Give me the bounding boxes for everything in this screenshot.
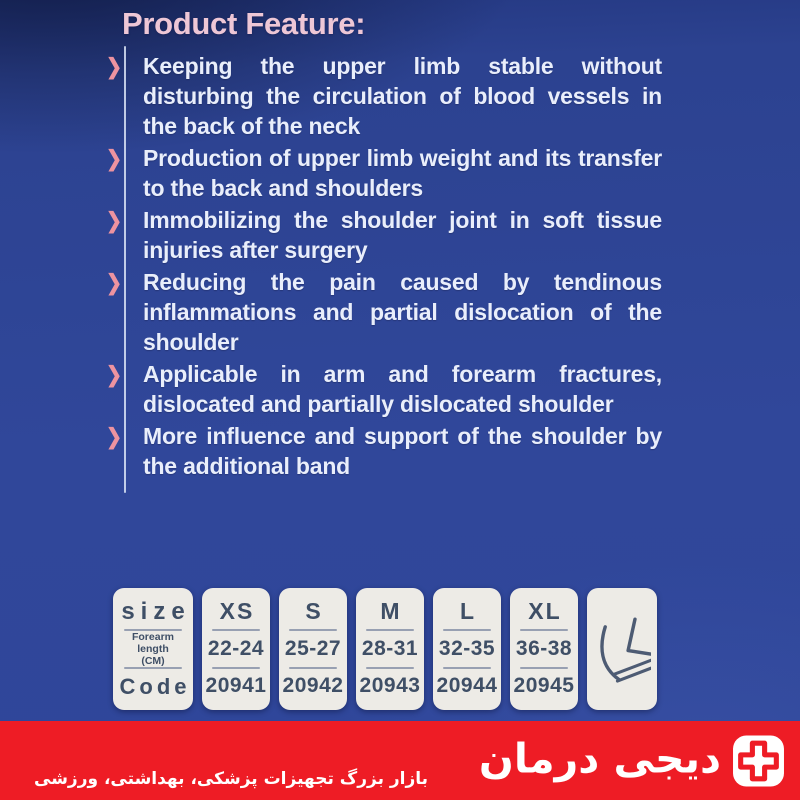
feature-text: Applicable in arm and forearm fractures, dislocated and partially dislocated shoulder: [143, 361, 662, 417]
brand-name: دیجی درمان: [478, 734, 721, 782]
size-header-label: size: [121, 597, 191, 625]
code-value: 20943: [359, 674, 421, 698]
feature-text: Keeping the upper limb stable without disturbing the circulation of blood vessels in the back of the neck: [143, 53, 662, 139]
size-value: S: [305, 598, 323, 625]
size-value: L: [459, 598, 477, 625]
feature-item: [106, 421, 662, 481]
feature-text: Production of upper limb weight and its transfer to the back and shoulders: [143, 145, 662, 201]
chevron-bullet-icon: ❯: [106, 363, 122, 388]
feature-text: Reducing the pain caused by tendinous inflammations and partial dislocation of the shoulder: [143, 269, 662, 355]
medical-plus-icon: [732, 734, 785, 787]
forearm-range-value: 28-31: [361, 636, 419, 660]
brand-logo: [479, 734, 785, 787]
arm-sling-icon: [593, 597, 651, 701]
footer-banner: [0, 721, 800, 800]
forearm-range-value: 36-38: [515, 636, 573, 660]
forearm-range-value: 22-24: [207, 636, 265, 660]
feature-text: More influence and support of the shoulder by the additional band: [143, 423, 662, 479]
feature-item: [106, 267, 662, 357]
chevron-bullet-icon: ❯: [106, 147, 122, 172]
chevron-bullet-icon: ❯: [106, 55, 122, 80]
feature-item: [106, 51, 662, 141]
size-card-m: [356, 588, 424, 710]
product-feature-heading: Product Feature:: [122, 6, 366, 41]
size-table-header-card: [113, 588, 193, 710]
forearm-length-unit: (CM): [141, 655, 165, 667]
chevron-bullet-icon: ❯: [106, 271, 122, 296]
code-header-label: Code: [119, 673, 191, 699]
code-value: 20944: [436, 674, 498, 698]
size-value: XL: [528, 598, 562, 625]
forearm-length-label: Forearm length: [131, 631, 174, 655]
size-table: [113, 588, 657, 710]
code-value: 20941: [205, 674, 267, 698]
footer-tagline: بازار بزرگ تجهیزات پزشکی، بهداشتی، ورزشی: [34, 769, 429, 789]
size-card-l: [433, 588, 501, 710]
feature-item: [106, 205, 662, 265]
chevron-bullet-icon: ❯: [106, 209, 122, 234]
forearm-range-value: 25-27: [284, 636, 342, 660]
size-card-xl: [510, 588, 578, 710]
size-value: M: [380, 598, 402, 625]
code-value: 20945: [513, 674, 575, 698]
size-card-s: [279, 588, 347, 710]
chevron-bullet-icon: ❯: [106, 425, 122, 450]
size-value: XS: [219, 598, 255, 625]
feature-text: Immobilizing the shoulder joint in soft tissue injuries after surgery: [143, 207, 662, 263]
code-value: 20942: [282, 674, 344, 698]
feature-item: [106, 143, 662, 203]
feature-item: [106, 359, 662, 419]
arm-sling-icon-card: [587, 588, 657, 710]
feature-list-rule: [124, 46, 126, 493]
forearm-range-value: 32-35: [438, 636, 496, 660]
size-card-xs: [202, 588, 270, 710]
feature-list: [106, 51, 662, 483]
